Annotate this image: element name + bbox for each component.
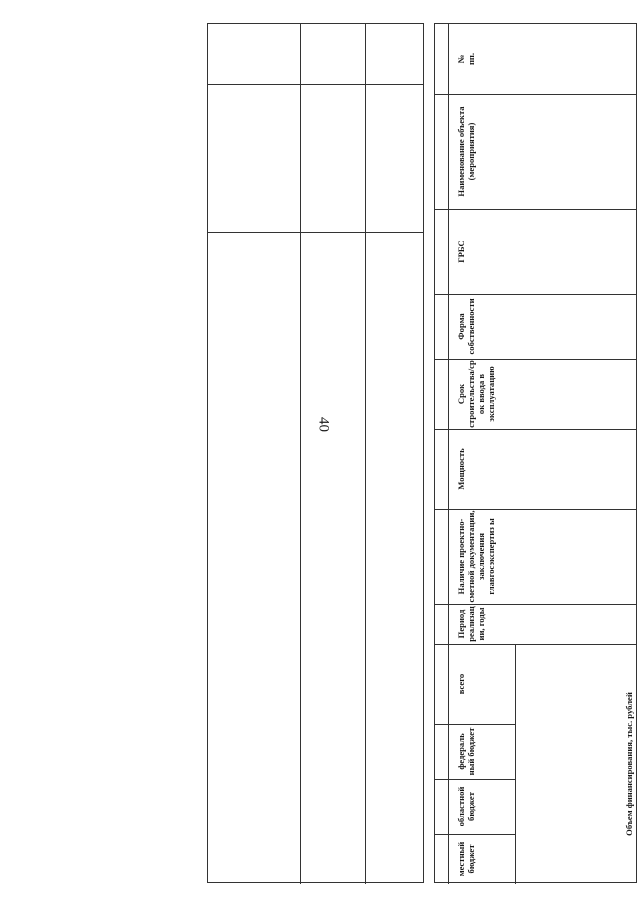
header-regional: областной бюджет [456, 786, 476, 827]
header-local: местный бюджет [456, 841, 476, 877]
header-power: Мощность [456, 448, 466, 490]
rotated-table [207, 23, 637, 883]
table-body [207, 23, 424, 883]
page-number: 40 [315, 417, 332, 432]
header-federal: федераль ный бюджет [456, 727, 476, 776]
table-header [434, 23, 637, 883]
header-ownership: Форма собственности [456, 298, 476, 355]
header-total: всего [456, 673, 466, 695]
header-funding: Объем финансирования, тыс. рублей [624, 692, 634, 836]
header-period-build: Срок строительства/ср ок ввода в эксплуатацию [456, 360, 496, 428]
header-period-impl: Период реализации, годы [456, 606, 486, 642]
header-name: Наименование объекта (мероприятия) [456, 106, 476, 197]
header-grbs: ГРБС [456, 240, 466, 263]
header-docs: Наличие проектно-сметной документации, заключения главгосэкспертиз ы [456, 510, 496, 603]
header-num: № пп. [456, 52, 476, 66]
